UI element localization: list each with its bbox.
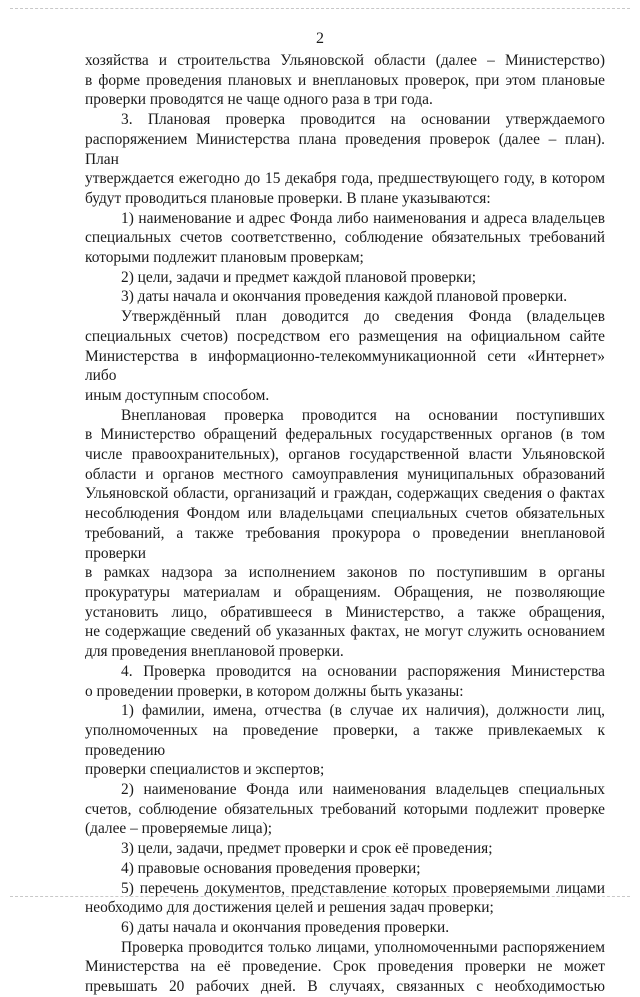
scan-edge-top xyxy=(10,8,630,9)
text-line: проверки специалистов и экспертов; xyxy=(85,761,325,779)
text-line: требований, а также требования прокурора о проведении внеплановой проверки xyxy=(85,524,605,562)
text-line: несоблюдения Фондом или владельцами специальных счетов обязательных xyxy=(85,505,605,523)
text-line: (далее – проверяемые лица); xyxy=(85,820,273,838)
text-line: о проведении проверки, в котором должны быть указаны: xyxy=(85,682,464,700)
document-body xyxy=(85,51,605,997)
text-line: необходимо для достижения целей и решения задач проверки; xyxy=(85,899,494,917)
text-line: установить лицо, обратившееся в Министерство, а также обращения, xyxy=(85,603,605,621)
text-line: проверки проводятся не чаще одного раза в три года. xyxy=(85,91,433,109)
page-number: 2 xyxy=(316,30,324,47)
text-line: специальных счетов соответственно, соблюдение обязательных требований xyxy=(85,229,605,247)
text-line: 4. Проверка проводится на основании распоряжения Министерства xyxy=(121,662,605,680)
text-line: хозяйства и строительства Ульяновской области (далее – Министерство) xyxy=(85,52,605,69)
text-line: Утверждённый план доводится до сведения Фонда (владельцев xyxy=(121,308,605,326)
text-line: которыми подлежит плановым проверкам; xyxy=(85,249,364,267)
text-line: 6) даты начала и окончания проведения проверки. xyxy=(121,918,450,936)
text-line: 3. Плановая проверка проводится на основании утверждаемого xyxy=(121,111,605,129)
text-line: 5) перечень документов, представление которых проверяемыми лицами xyxy=(121,879,605,897)
text-line: 2) наименование Фонда или наименования владельцев специальных xyxy=(121,781,605,799)
text-line: 1) фамилии, имена, отчества (в случае их наличия), должности лиц, xyxy=(121,702,605,720)
text-line: не содержащие сведений об указанных фактах, не могут служить основанием xyxy=(85,623,605,641)
text-line: Министерства на её проведение. Срок проведения проверки не может xyxy=(85,958,605,976)
text-line: в форме проведения плановых и внеплановых проверок, при этом плановые xyxy=(85,71,605,89)
text-line: в рамках надзора за исполнением законов по поступившим в органы xyxy=(85,564,605,582)
text-line: для проведения внеплановой проверки. xyxy=(85,643,344,661)
text-line: 4) правовые основания проведения проверки; xyxy=(121,859,421,877)
text-line: распоряжением Министерства плана проведения проверок (далее – план). План xyxy=(85,130,605,168)
text-line: области и органов местного самоуправления муниципальных образований xyxy=(85,465,605,483)
text-line: утверждается ежегодно до 15 декабря года, предшествующего году, в котором xyxy=(85,170,605,188)
scan-edge-bottom xyxy=(10,896,630,897)
text-line: в Министерство обращений федеральных государственных органов (в том xyxy=(85,426,605,444)
text-line: уполномоченных на проведение проверки, а также привлекаемых к проведению xyxy=(85,721,605,759)
text-line: счетов, соблюдение обязательных требований которыми подлежит проверке xyxy=(85,800,605,818)
text-line: прокуратуры материалам и обращениям. Обращения, не позволяющие xyxy=(85,583,605,601)
text-line: Министерства в информационно-телекоммуникационной сети «Интернет» либо xyxy=(85,347,605,385)
text-line: будут проводиться плановые проверки. В плане указываются: xyxy=(85,189,491,207)
text-line: 3) цели, задачи, предмет проверки и срок её проведения; xyxy=(121,840,493,858)
text-line: 2) цели, задачи и предмет каждой плановой проверки; xyxy=(121,268,477,286)
text-line: специальных счетов) посредством его размещения на официальном сайте xyxy=(85,327,605,345)
text-line: Ульяновской области, организаций и граждан, содержащих сведения о фактах xyxy=(85,485,605,503)
text-line: Внеплановая проверка проводится на основании поступивших xyxy=(121,406,605,424)
text-line: Проверка проводится только лицами, уполномоченными распоряжением xyxy=(121,938,605,956)
text-line: иным доступным способом. xyxy=(85,386,270,404)
text-line: числе правоохранительных), органов государственной власти Ульяновской xyxy=(85,446,605,464)
text-line: 3) даты начала и окончания проведения каждой плановой проверки. xyxy=(121,288,568,306)
text-line: 1) наименование и адрес Фонда либо наименования и адреса владельцев xyxy=(121,209,605,227)
text-line: превышать 20 рабочих дней. В случаях, связанных с необходимостью xyxy=(85,978,605,996)
